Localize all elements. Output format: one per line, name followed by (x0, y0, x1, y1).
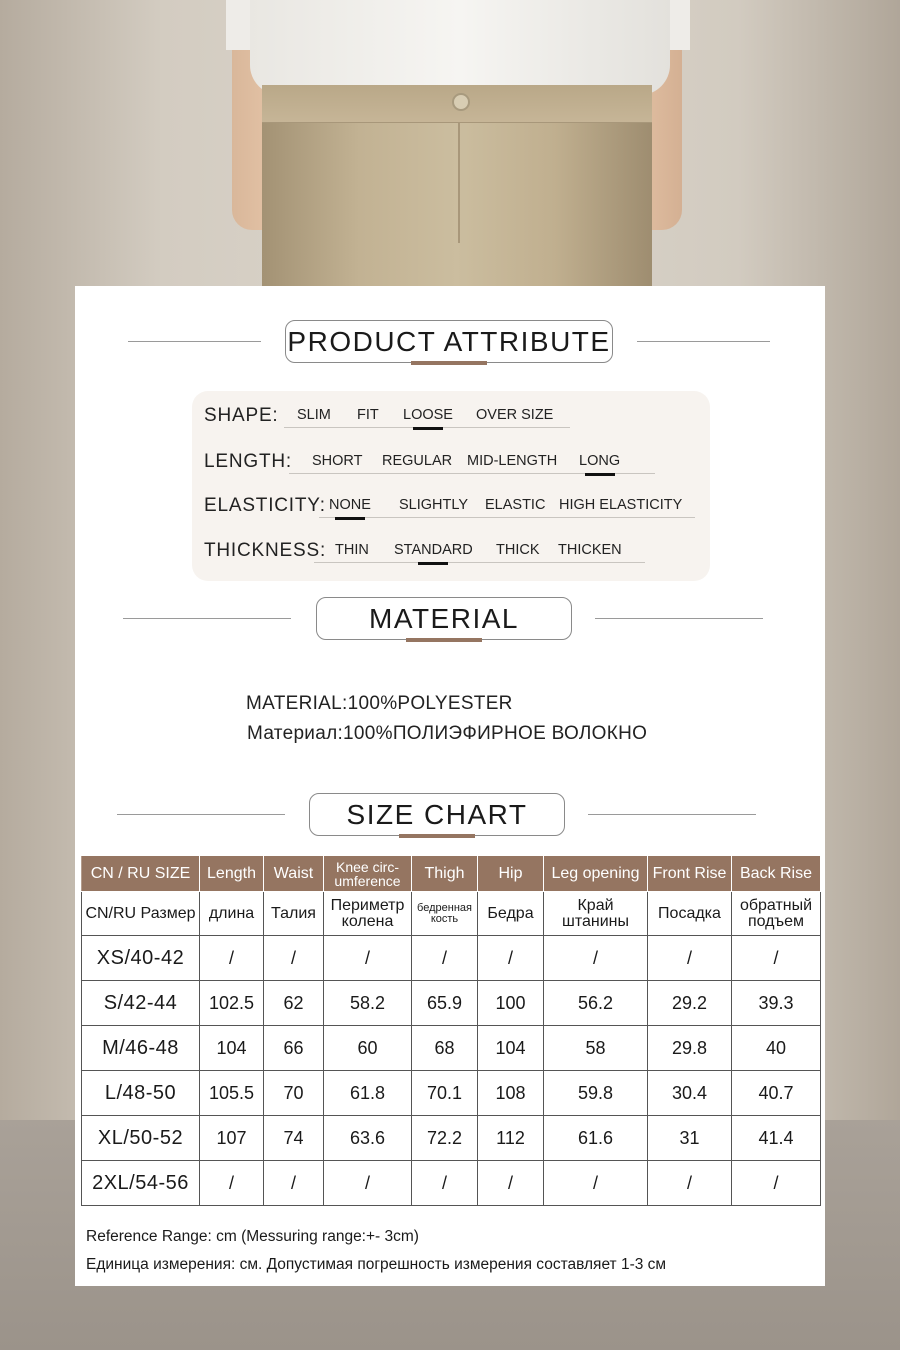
measurement-cell: 31 (648, 1116, 732, 1161)
table-header-ru-row (82, 892, 821, 936)
option-standard-selected: STANDARD (394, 542, 473, 558)
option-over-size: OVER SIZE (476, 407, 554, 423)
option-short: SHORT (312, 453, 363, 469)
measurement-cell: 65.9 (412, 981, 478, 1026)
size-label-cell: 2XL/54-56 (82, 1161, 200, 1206)
material-text-ru: Материал:100%ПОЛИЭФИРНОЕ ВОЛОКНО (247, 723, 648, 744)
measurement-cell: / (478, 936, 544, 981)
measurement-cell: / (648, 936, 732, 981)
measurement-cell: 40.7 (732, 1071, 821, 1116)
option-thin: THIN (335, 542, 369, 558)
column-header: Length (200, 856, 264, 892)
model-white-top (250, 0, 670, 95)
column-header-ru: Периметр колена (324, 892, 412, 936)
measurement-cell: 29.8 (648, 1026, 732, 1071)
table-row (82, 981, 821, 1026)
table-row (82, 1116, 821, 1161)
size-label-cell: S/42-44 (82, 981, 200, 1026)
option-regular: REGULAR (382, 453, 453, 469)
column-header: Knee circ-umference (324, 856, 412, 892)
column-header: Hip (478, 856, 544, 892)
size-label-cell: XS/40-42 (82, 936, 200, 981)
section-title-attributes (285, 320, 613, 363)
measurement-cell: 104 (200, 1026, 264, 1071)
footnote-ru: Единица измерения: см. Допустимая погрешность измерения составляет 1-3 см (86, 1256, 667, 1273)
title-underline (411, 361, 487, 365)
material-text-en: MATERIAL:100%POLYESTER (246, 693, 513, 714)
measurement-cell: / (732, 936, 821, 981)
measurement-cell: 61.8 (324, 1071, 412, 1116)
column-header-ru: бедренная кость (412, 892, 478, 936)
info-card (75, 286, 825, 1286)
attribute-label: ELASTICITY: (204, 495, 326, 516)
measurement-cell: 105.5 (200, 1071, 264, 1116)
column-header: Thigh (412, 856, 478, 892)
measurement-cell: 61.6 (544, 1116, 648, 1161)
option-loose-selected: LOOSE (403, 407, 453, 423)
title-underline (399, 834, 475, 838)
column-header-ru: Посадка (648, 892, 732, 936)
measurement-cell: / (648, 1161, 732, 1206)
option-thicken: THICKEN (558, 542, 622, 558)
column-header-ru: обратный подъем (732, 892, 821, 936)
option-thick: THICK (496, 542, 540, 558)
measurement-cell: 72.2 (412, 1116, 478, 1161)
measurement-cell: 70 (264, 1071, 324, 1116)
column-header: Waist (264, 856, 324, 892)
size-chart-table (81, 855, 821, 1206)
measurement-cell: / (200, 936, 264, 981)
divider-line (117, 814, 285, 815)
attribute-baseline (314, 562, 645, 563)
measurement-cell: 60 (324, 1026, 412, 1071)
measurement-cell: 56.2 (544, 981, 648, 1026)
measurement-cell: / (478, 1161, 544, 1206)
size-label-cell: XL/50-52 (82, 1116, 200, 1161)
column-header-ru: Край штанины (544, 892, 648, 936)
divider-line (128, 341, 261, 342)
option-long-selected: LONG (579, 453, 621, 469)
option-fit: FIT (357, 407, 379, 423)
pants-fly (458, 123, 460, 243)
footnote-en: Reference Range: cm (Messuring range:+- 3cm) (86, 1228, 419, 1245)
option-none-selected: NONE (329, 497, 371, 513)
measurement-cell: 66 (264, 1026, 324, 1071)
column-header: Back Rise (732, 856, 821, 892)
size-label-cell: M/46-48 (82, 1026, 200, 1071)
option-slightly: SLIGHTLY (399, 497, 469, 513)
measurement-cell: 63.6 (324, 1116, 412, 1161)
measurement-cell: 40 (732, 1026, 821, 1071)
table-row (82, 1026, 821, 1071)
table-row (82, 936, 821, 981)
measurement-cell: 39.3 (732, 981, 821, 1026)
measurement-cell: / (264, 1161, 324, 1206)
measurement-cell: 70.1 (412, 1071, 478, 1116)
table-row (82, 1161, 821, 1206)
measurement-cell: 41.4 (732, 1116, 821, 1161)
measurement-cell: / (732, 1161, 821, 1206)
measurement-cell: / (412, 936, 478, 981)
title-underline (406, 638, 482, 642)
table-header-row (82, 856, 821, 892)
divider-line (637, 341, 770, 342)
divider-line (588, 814, 756, 815)
column-header-ru: CN/RU Размер (82, 892, 200, 936)
column-header-ru: Талия (264, 892, 324, 936)
attribute-label: SHAPE: (204, 405, 279, 426)
attribute-label: THICKNESS: (204, 540, 327, 561)
option-elastic: ELASTIC (485, 497, 546, 513)
measurement-cell: / (412, 1161, 478, 1206)
column-header: Leg opening (544, 856, 648, 892)
measurement-cell: 102.5 (200, 981, 264, 1026)
measurement-cell: 74 (264, 1116, 324, 1161)
measurement-cell: / (264, 936, 324, 981)
column-header: CN / RU SIZE (82, 856, 200, 892)
measurement-cell: 112 (478, 1116, 544, 1161)
measurement-cell: 104 (478, 1026, 544, 1071)
measurement-cell: 58.2 (324, 981, 412, 1026)
size-label-cell: L/48-50 (82, 1071, 200, 1116)
option-mid-length: MID-LENGTH (467, 453, 558, 469)
divider-line (595, 618, 763, 619)
table-row (82, 1071, 821, 1116)
column-header-ru: Бедра (478, 892, 544, 936)
measurement-cell: 58 (544, 1026, 648, 1071)
measurement-cell: 100 (478, 981, 544, 1026)
section-title-text: SIZE CHART (346, 798, 528, 830)
divider-line (123, 618, 291, 619)
attribute-baseline (319, 517, 695, 518)
attribute-label: LENGTH: (204, 451, 292, 472)
size-rows (82, 936, 821, 1206)
column-header-ru: длина (200, 892, 264, 936)
measurement-cell: 62 (264, 981, 324, 1026)
pants-button (452, 93, 470, 111)
measurement-cell: / (324, 1161, 412, 1206)
measurement-cell: 68 (412, 1026, 478, 1071)
attribute-panel (192, 391, 710, 581)
measurement-cell: 107 (200, 1116, 264, 1161)
column-header: Front Rise (648, 856, 732, 892)
measurement-cell: / (544, 1161, 648, 1206)
measurement-cell: 108 (478, 1071, 544, 1116)
option-slim: SLIM (297, 407, 331, 423)
section-title-text: PRODUCT ATTRIBUTE (287, 325, 611, 357)
measurement-cell: 59.8 (544, 1071, 648, 1116)
measurement-cell: 29.2 (648, 981, 732, 1026)
section-title-size-chart (309, 793, 565, 836)
section-title-material (316, 597, 572, 640)
measurement-cell: 30.4 (648, 1071, 732, 1116)
measurement-cell: / (544, 936, 648, 981)
measurement-cell: / (200, 1161, 264, 1206)
option-high-elasticity: HIGH ELASTICITY (559, 497, 683, 513)
measurement-cell: / (324, 936, 412, 981)
section-title-text: MATERIAL (369, 602, 519, 634)
